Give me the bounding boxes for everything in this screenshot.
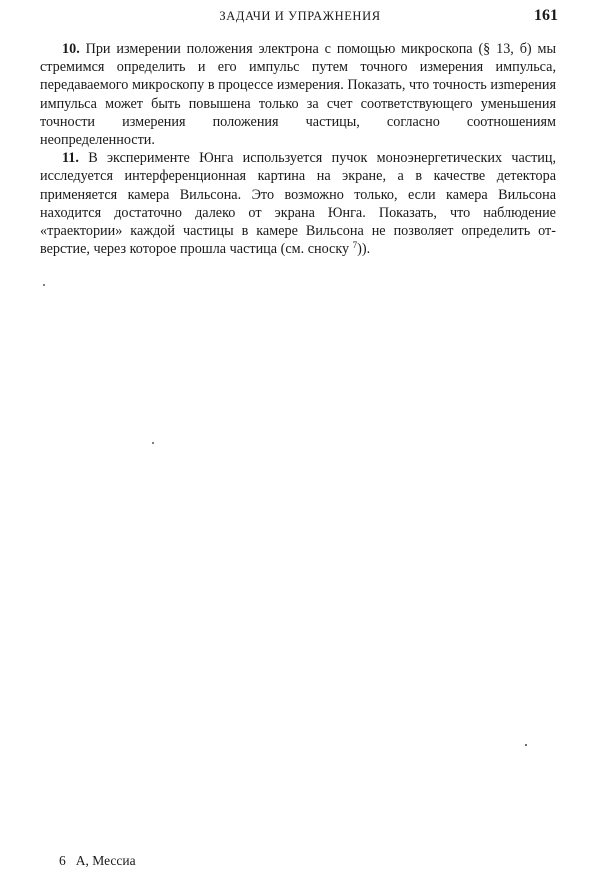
scan-speck: [152, 442, 154, 444]
signature-number: 6: [59, 853, 66, 868]
problem-text: В эксперименте Юнга используется пучок моноэнергетических частиц, исследуется интерференционная картина на экране, а в качестве детектора применяется камера Вильсона. Это возможно только, если камера Вильсона находится достаточно далеко от экрана Юнга. Показать, что наблюдение «траектории» каждой частицы в камере Вильсона не позволяет определить отверстие, через которое прошла частица (см. сноску: [40, 150, 557, 258]
running-head: ЗАДАЧИ И УПРАЖНЕНИЯ: [219, 9, 381, 23]
page-number: 161: [534, 7, 558, 24]
body-text: [40, 40, 556, 258]
problem-11: [40, 149, 556, 258]
problem-text-end: )).: [357, 241, 371, 258]
problem-number: 10.: [62, 41, 80, 57]
page-footer: [59, 853, 136, 869]
scan-speck: [525, 744, 527, 746]
scan-speck: [43, 284, 45, 286]
signature-text: А, Мессиа: [75, 853, 136, 868]
problem-10: [40, 40, 556, 149]
problem-text: При измерении положения электрона с помощью микроскопа (§ 13, б) мы стремимся определить и его импульс путем точного измерения импульса, передаваемого микроскопу в процессе измерения. Показать, что точность изmерения импульса может быть повышена только за счет соответствующего уменьшения точности измерения положения частицы, согласно соотношениям неопределенности.: [40, 41, 557, 149]
footnote-reference: 7: [352, 240, 358, 251]
problem-number: 11.: [62, 150, 79, 167]
page-header: [40, 7, 560, 27]
